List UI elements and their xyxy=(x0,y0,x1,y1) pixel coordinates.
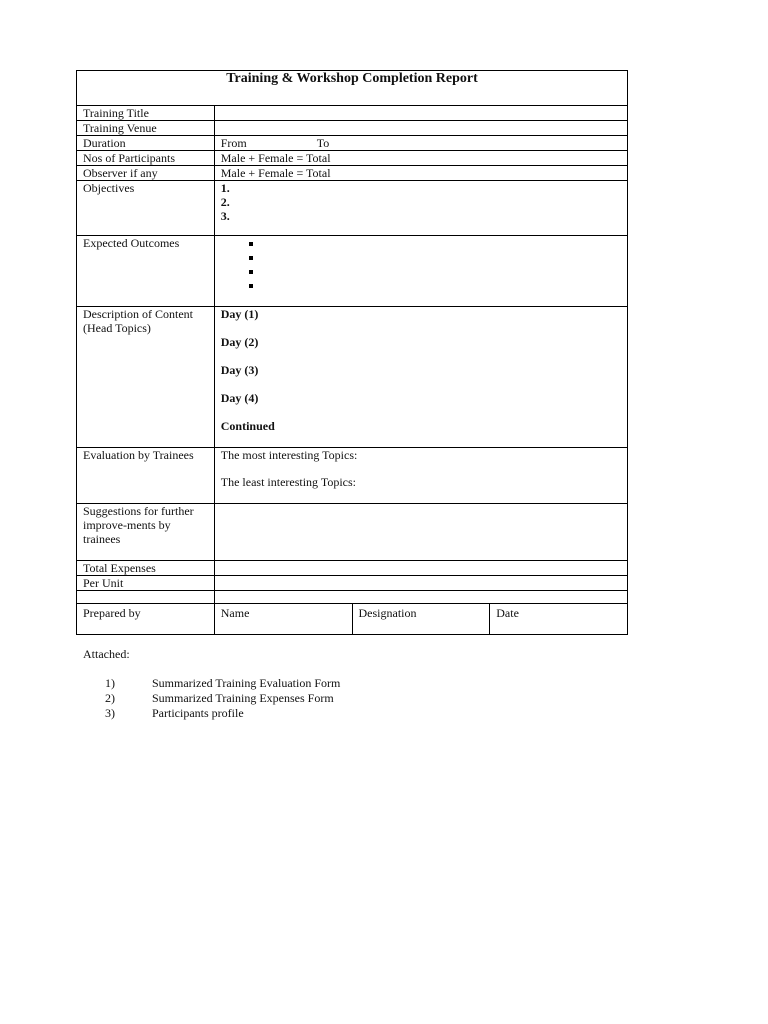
training-title-label: Training Title xyxy=(77,106,215,121)
blank-cell xyxy=(77,591,215,604)
least-interesting-label: The least interesting Topics: xyxy=(220,475,356,489)
participants-label: Nos of Participants xyxy=(77,151,215,166)
blank-cell xyxy=(214,591,627,604)
outcome-bullet-list xyxy=(221,238,621,294)
attached-list xyxy=(105,676,340,721)
attached-item-text: Summarized Training Evaluation Form xyxy=(152,676,341,690)
report-title: Training & Workshop Completion Report xyxy=(77,71,628,106)
most-interesting-label: The most interesting Topics: xyxy=(220,448,358,462)
attached-item xyxy=(105,691,340,706)
objective-item: 3. xyxy=(220,209,230,223)
suggestions-field[interactable] xyxy=(214,504,627,561)
per-unit-field[interactable] xyxy=(214,576,627,591)
outcome-bullet xyxy=(249,252,621,266)
day-heading: Day (2) xyxy=(220,335,259,349)
date-field[interactable]: Date xyxy=(490,604,628,635)
day-heading: Day (4) xyxy=(220,391,259,405)
attached-item-number: 1) xyxy=(105,676,115,690)
attached-item xyxy=(105,676,340,691)
observer-label: Observer if any xyxy=(77,166,215,181)
suggestions-label: Suggestions for further improve-ments by trainees xyxy=(77,504,215,561)
attached-item xyxy=(105,706,340,721)
total-expenses-field[interactable] xyxy=(214,561,627,576)
name-field[interactable]: Name xyxy=(214,604,352,635)
designation-field[interactable]: Designation xyxy=(352,604,490,635)
duration-field[interactable] xyxy=(214,136,627,151)
attached-item-text: Participants profile xyxy=(152,706,244,720)
attached-heading: Attached: xyxy=(83,647,130,661)
expected-outcomes-label: Expected Outcomes xyxy=(77,236,215,307)
objectives-label: Objectives xyxy=(77,181,215,236)
description-label: Description of Content (Head Topics) xyxy=(77,307,215,448)
expected-outcomes-field[interactable] xyxy=(214,236,627,307)
total-expenses-label: Total Expenses xyxy=(77,561,215,576)
description-field[interactable] xyxy=(214,307,627,448)
outcome-bullet xyxy=(249,280,621,294)
observer-field[interactable]: Male + Female = Total xyxy=(214,166,627,181)
outcome-bullet xyxy=(249,238,621,252)
duration-from-label: From xyxy=(220,136,247,150)
attached-item-number: 3) xyxy=(105,706,115,720)
day-heading: Day (3) xyxy=(220,363,259,377)
training-venue-field[interactable] xyxy=(214,121,627,136)
per-unit-label: Per Unit xyxy=(77,576,215,591)
training-venue-label: Training Venue xyxy=(77,121,215,136)
objective-item: 2. xyxy=(220,195,230,209)
evaluation-label: Evaluation by Trainees xyxy=(77,448,215,504)
attached-item-text: Summarized Training Expenses Form xyxy=(152,691,334,705)
day-heading: Day (1) xyxy=(220,307,259,321)
evaluation-field[interactable] xyxy=(214,448,627,504)
continued-heading: Continued xyxy=(220,419,275,433)
training-title-field[interactable] xyxy=(214,106,627,121)
outcome-bullet xyxy=(249,266,621,280)
completion-report-form xyxy=(76,70,628,635)
duration-to-label: To xyxy=(316,136,330,150)
objectives-field[interactable] xyxy=(214,181,627,236)
attached-item-number: 2) xyxy=(105,691,115,705)
objective-item: 1. xyxy=(220,181,230,195)
participants-field[interactable]: Male + Female = Total xyxy=(214,151,627,166)
prepared-by-label: Prepared by xyxy=(77,604,215,635)
duration-label: Duration xyxy=(77,136,215,151)
